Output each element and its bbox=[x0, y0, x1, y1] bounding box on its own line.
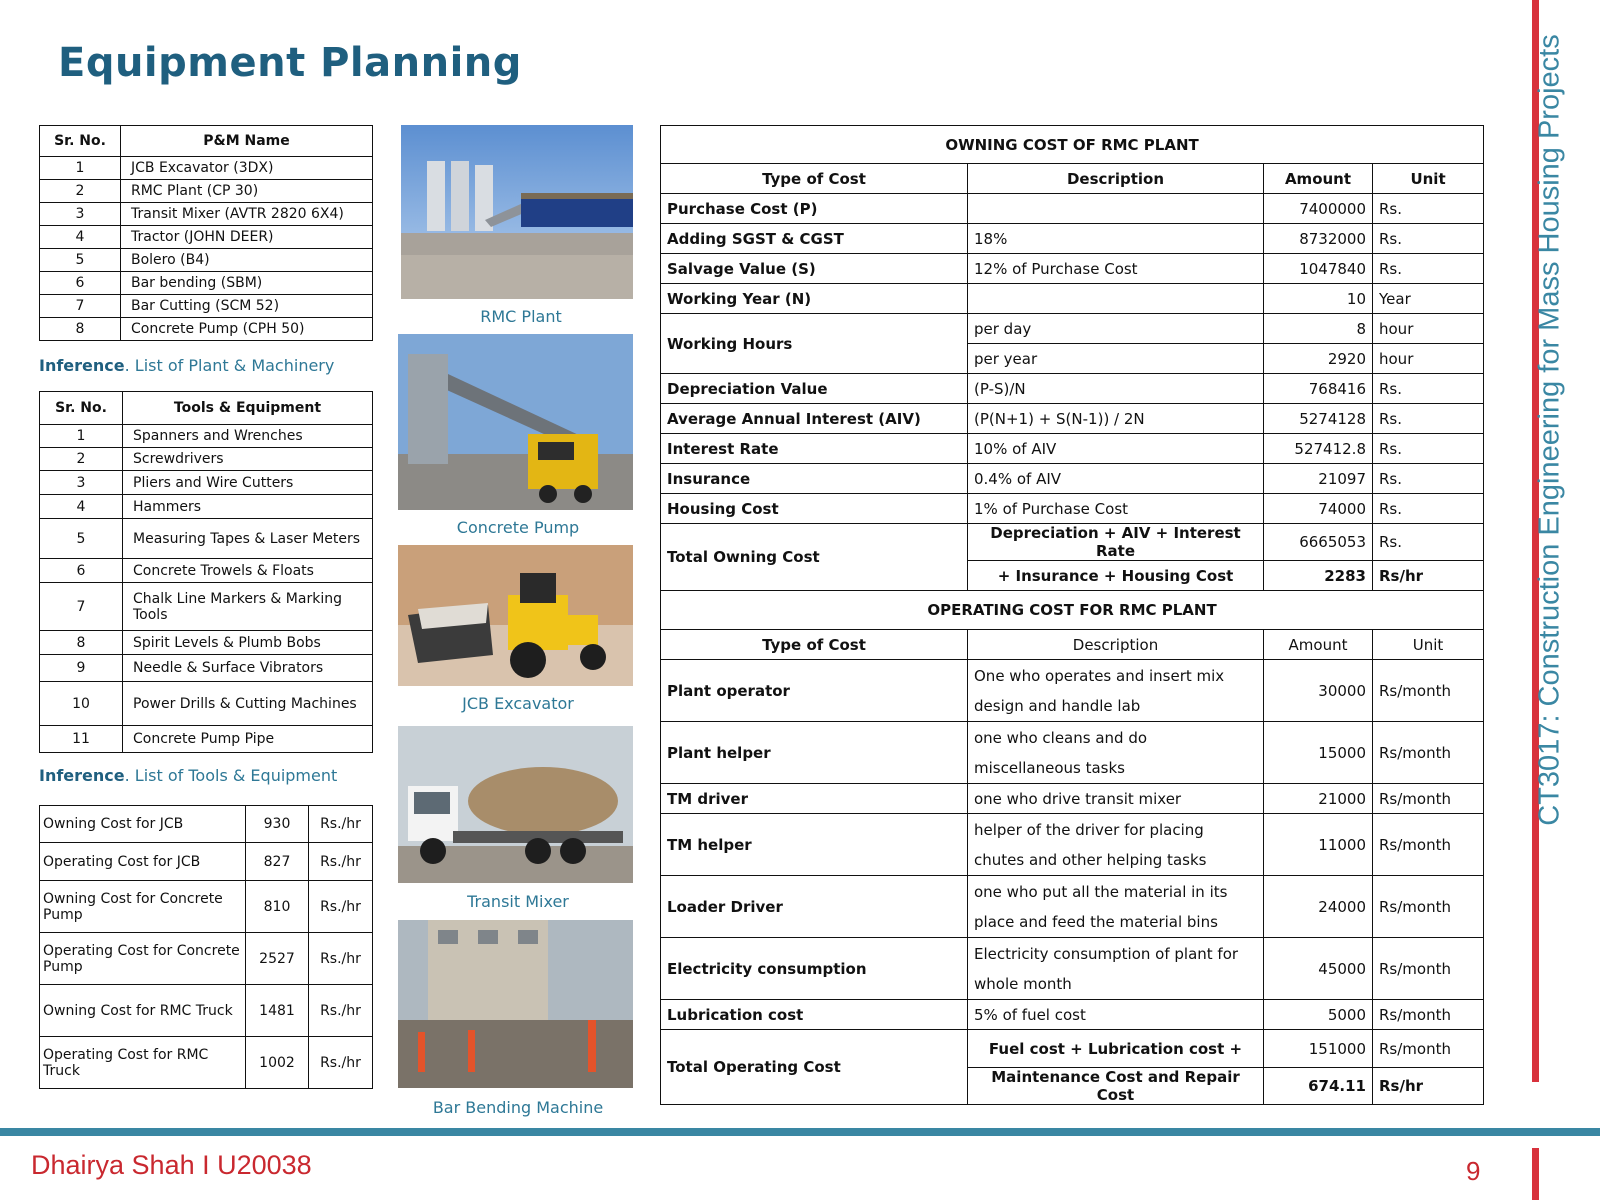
table-row bbox=[40, 249, 373, 272]
cost-type-cell: Depreciation Value bbox=[661, 374, 968, 404]
description-cell: One who operates and insert mix design and handle lab bbox=[968, 660, 1264, 722]
table-row bbox=[40, 933, 373, 985]
name-cell: Concrete Pump (CPH 50) bbox=[121, 318, 373, 341]
table-row bbox=[40, 985, 373, 1037]
amount-cell: 2920 bbox=[1264, 344, 1373, 374]
inference-label: Inference bbox=[39, 766, 125, 785]
vertical-course-title: CT3017: Construction Engineering for Mass Housing Projects bbox=[1533, 34, 1566, 826]
concrete-pump-photo bbox=[398, 334, 633, 510]
jcb-excavator-photo bbox=[398, 545, 633, 686]
bar-bending-caption: Bar Bending Machine bbox=[432, 1098, 604, 1117]
cost-label-cell: Operating Cost for RMC Truck bbox=[40, 1037, 246, 1089]
operating-title-row bbox=[661, 591, 1484, 630]
cost-type-cell: Interest Rate bbox=[661, 434, 968, 464]
cost-type-cell: Salvage Value (S) bbox=[661, 254, 968, 284]
cost-type-cell: Plant helper bbox=[661, 722, 968, 784]
amount-cell: 8 bbox=[1264, 314, 1373, 344]
table-row bbox=[40, 843, 373, 881]
total-owning-formula-1: Depreciation + AIV + Interest Rate bbox=[968, 524, 1264, 561]
table-row bbox=[661, 494, 1484, 524]
operating-cost-title: OPERATING COST FOR RMC PLANT bbox=[661, 591, 1484, 630]
total-owning-unit: Rs. bbox=[1373, 524, 1484, 561]
description-cell: one who put all the material in its place and feed the material bins bbox=[968, 876, 1264, 938]
table-header-row bbox=[40, 392, 373, 425]
table-row bbox=[661, 434, 1484, 464]
name-cell: Hammers bbox=[123, 495, 373, 519]
amount-cell: 7400000 bbox=[1264, 194, 1373, 224]
description-cell: one who drive transit mixer bbox=[968, 784, 1264, 814]
total-operating-per-hour: 674.11 bbox=[1264, 1068, 1373, 1105]
unit-cell: Year bbox=[1373, 284, 1484, 314]
description-cell: 18% bbox=[968, 224, 1264, 254]
table-row bbox=[661, 938, 1484, 1000]
amount-cell: 8732000 bbox=[1264, 224, 1373, 254]
cost-type-cell: Working Hours bbox=[661, 314, 968, 374]
owning-header-row bbox=[661, 164, 1484, 194]
tools-equipment-table bbox=[39, 391, 373, 753]
sr-no-cell: 6 bbox=[40, 559, 123, 583]
total-operating-row bbox=[661, 1030, 1484, 1068]
cost-type-cell: TM driver bbox=[661, 784, 968, 814]
description-cell: Electricity consumption of plant for whole month bbox=[968, 938, 1264, 1000]
description-cell: 12% of Purchase Cost bbox=[968, 254, 1264, 284]
table-row bbox=[661, 374, 1484, 404]
table-row bbox=[661, 314, 1484, 344]
table-row bbox=[661, 1000, 1484, 1030]
header-cell: Amount bbox=[1264, 164, 1373, 194]
table-row bbox=[661, 660, 1484, 722]
total-owning-label: Total Owning Cost bbox=[661, 524, 968, 591]
name-cell: Spirit Levels & Plumb Bobs bbox=[123, 631, 373, 655]
table-row bbox=[661, 814, 1484, 876]
total-operating-formula-2: Maintenance Cost and Repair Cost bbox=[968, 1068, 1264, 1105]
total-owning-per-hour-unit: Rs/hr bbox=[1373, 561, 1484, 591]
table-row bbox=[40, 1037, 373, 1089]
table-row bbox=[40, 726, 373, 753]
sr-no-cell: 8 bbox=[40, 631, 123, 655]
table-row bbox=[40, 806, 373, 843]
unit-cell: Rs/month bbox=[1373, 814, 1484, 876]
sr-no-cell: 2 bbox=[40, 180, 121, 203]
sr-no-cell: 3 bbox=[40, 471, 123, 495]
total-operating-per-hour-unit: Rs/hr bbox=[1373, 1068, 1484, 1105]
inference-plant-machinery bbox=[39, 356, 334, 375]
description-cell: (P(N+1) + S(N-1)) / 2N bbox=[968, 404, 1264, 434]
table-row bbox=[40, 881, 373, 933]
name-cell: Bar Cutting (SCM 52) bbox=[121, 295, 373, 318]
description-cell: per day bbox=[968, 314, 1264, 344]
description-cell: 1% of Purchase Cost bbox=[968, 494, 1264, 524]
table-row bbox=[40, 448, 373, 471]
cost-type-cell: Electricity consumption bbox=[661, 938, 968, 1000]
name-cell: Bar bending (SBM) bbox=[121, 272, 373, 295]
header-cell: Amount bbox=[1264, 630, 1373, 660]
cost-value-cell: 810 bbox=[246, 881, 309, 933]
inference-text: . List of Tools & Equipment bbox=[124, 766, 338, 785]
description-cell bbox=[968, 284, 1264, 314]
cost-type-cell: Working Year (N) bbox=[661, 284, 968, 314]
cost-label-cell: Operating Cost for Concrete Pump bbox=[40, 933, 246, 985]
name-cell: Transit Mixer (AVTR 2820 6X4) bbox=[121, 203, 373, 226]
footer-divider bbox=[0, 1128, 1600, 1136]
unit-cell: Rs/month bbox=[1373, 784, 1484, 814]
sr-no-cell: 1 bbox=[40, 157, 121, 180]
table-row bbox=[40, 425, 373, 448]
cost-label-cell: Owning Cost for JCB bbox=[40, 806, 246, 843]
name-cell: Needle & Surface Vibrators bbox=[123, 655, 373, 682]
cost-unit-cell: Rs./hr bbox=[309, 933, 373, 985]
cost-value-cell: 930 bbox=[246, 806, 309, 843]
description-cell: 0.4% of AIV bbox=[968, 464, 1264, 494]
header-cell: Type of Cost bbox=[661, 630, 968, 660]
cost-value-cell: 1002 bbox=[246, 1037, 309, 1089]
amount-cell: 21097 bbox=[1264, 464, 1373, 494]
cost-unit-cell: Rs./hr bbox=[309, 843, 373, 881]
unit-cell: Rs. bbox=[1373, 224, 1484, 254]
table-row bbox=[661, 722, 1484, 784]
table-row bbox=[40, 471, 373, 495]
name-cell: Spanners and Wrenches bbox=[123, 425, 373, 448]
total-owning-row bbox=[661, 524, 1484, 561]
amount-cell: 24000 bbox=[1264, 876, 1373, 938]
inference-label: Inference bbox=[39, 356, 125, 375]
total-owning-per-hour: 2283 bbox=[1264, 561, 1373, 591]
header-cell: Tools & Equipment bbox=[123, 392, 373, 425]
total-operating-amount: 151000 bbox=[1264, 1030, 1373, 1068]
cost-value-cell: 1481 bbox=[246, 985, 309, 1037]
amount-cell: 15000 bbox=[1264, 722, 1373, 784]
rmc-plant-cost-table bbox=[660, 125, 1484, 1105]
table-row bbox=[661, 194, 1484, 224]
vertical-title-container bbox=[1530, 20, 1570, 840]
table-row bbox=[40, 559, 373, 583]
description-cell: 10% of AIV bbox=[968, 434, 1264, 464]
description-cell: 5% of fuel cost bbox=[968, 1000, 1264, 1030]
description-cell: (P-S)/N bbox=[968, 374, 1264, 404]
table-row bbox=[40, 631, 373, 655]
cost-label-cell: Owning Cost for RMC Truck bbox=[40, 985, 246, 1037]
sr-no-cell: 8 bbox=[40, 318, 121, 341]
cost-type-cell: TM helper bbox=[661, 814, 968, 876]
unit-cell: Rs/month bbox=[1373, 1000, 1484, 1030]
inference-text: . List of Plant & Machinery bbox=[124, 356, 335, 375]
header-cell: Sr. No. bbox=[40, 392, 123, 425]
name-cell: Concrete Pump Pipe bbox=[123, 726, 373, 753]
total-operating-formula-1: Fuel cost + Lubrication cost + bbox=[968, 1030, 1264, 1068]
amount-cell: 21000 bbox=[1264, 784, 1373, 814]
sr-no-cell: 5 bbox=[40, 519, 123, 559]
table-row bbox=[661, 876, 1484, 938]
amount-cell: 45000 bbox=[1264, 938, 1373, 1000]
table-row bbox=[661, 284, 1484, 314]
name-cell: RMC Plant (CP 30) bbox=[121, 180, 373, 203]
cost-value-cell: 827 bbox=[246, 843, 309, 881]
amount-cell: 10 bbox=[1264, 284, 1373, 314]
table-row bbox=[661, 224, 1484, 254]
author-name: Dhairya Shah I U20038 bbox=[31, 1150, 312, 1180]
cost-type-cell: Insurance bbox=[661, 464, 968, 494]
sr-no-cell: 1 bbox=[40, 425, 123, 448]
name-cell: Bolero (B4) bbox=[121, 249, 373, 272]
cost-type-cell: Loader Driver bbox=[661, 876, 968, 938]
cost-type-cell: Adding SGST & CGST bbox=[661, 224, 968, 254]
cost-unit-cell: Rs./hr bbox=[309, 1037, 373, 1089]
plant-machinery-table bbox=[39, 125, 373, 341]
accent-bar-bottom bbox=[1532, 1148, 1539, 1200]
sr-no-cell: 4 bbox=[40, 495, 123, 519]
table-header-row bbox=[40, 126, 373, 157]
table-row bbox=[40, 157, 373, 180]
header-cell: Unit bbox=[1373, 630, 1484, 660]
amount-cell: 5274128 bbox=[1264, 404, 1373, 434]
table-row bbox=[40, 583, 373, 631]
rmc-plant-photo bbox=[401, 125, 633, 299]
amount-cell: 74000 bbox=[1264, 494, 1373, 524]
header-cell: Sr. No. bbox=[40, 126, 121, 157]
jcb-excavator-caption: JCB Excavator bbox=[462, 694, 574, 713]
cost-unit-cell: Rs./hr bbox=[309, 806, 373, 843]
table-row bbox=[40, 655, 373, 682]
table-row bbox=[40, 203, 373, 226]
header-cell: P&M Name bbox=[121, 126, 373, 157]
table-row bbox=[40, 495, 373, 519]
page-title: Equipment Planning bbox=[58, 40, 522, 86]
amount-cell: 5000 bbox=[1264, 1000, 1373, 1030]
unit-cell: Rs/month bbox=[1373, 660, 1484, 722]
table-row bbox=[40, 295, 373, 318]
operating-header-row bbox=[661, 630, 1484, 660]
cost-unit-cell: Rs./hr bbox=[309, 881, 373, 933]
description-cell bbox=[968, 194, 1264, 224]
table-row bbox=[40, 180, 373, 203]
transit-mixer-caption: Transit Mixer bbox=[467, 892, 569, 911]
unit-cell: Rs. bbox=[1373, 434, 1484, 464]
cost-value-cell: 2527 bbox=[246, 933, 309, 985]
table-row bbox=[40, 318, 373, 341]
amount-cell: 11000 bbox=[1264, 814, 1373, 876]
sr-no-cell: 7 bbox=[40, 295, 121, 318]
page-number: 9 bbox=[1466, 1156, 1481, 1186]
table-row bbox=[661, 784, 1484, 814]
unit-cell: hour bbox=[1373, 314, 1484, 344]
unit-cell: Rs. bbox=[1373, 464, 1484, 494]
owning-cost-title: OWNING COST OF RMC PLANT bbox=[661, 126, 1484, 164]
sr-no-cell: 5 bbox=[40, 249, 121, 272]
description-cell: one who cleans and do miscellaneous tasks bbox=[968, 722, 1264, 784]
header-cell: Description bbox=[968, 630, 1264, 660]
table-row bbox=[661, 464, 1484, 494]
table-row bbox=[40, 682, 373, 726]
cost-label-cell: Operating Cost for JCB bbox=[40, 843, 246, 881]
cost-type-cell: Lubrication cost bbox=[661, 1000, 968, 1030]
cost-type-cell: Purchase Cost (P) bbox=[661, 194, 968, 224]
total-owning-formula-2: + Insurance + Housing Cost bbox=[968, 561, 1264, 591]
name-cell: Chalk Line Markers & Marking Tools bbox=[123, 583, 373, 631]
table-row bbox=[40, 519, 373, 559]
amount-cell: 768416 bbox=[1264, 374, 1373, 404]
cost-label-cell: Owning Cost for Concrete Pump bbox=[40, 881, 246, 933]
name-cell: Measuring Tapes & Laser Meters bbox=[123, 519, 373, 559]
description-cell: per year bbox=[968, 344, 1264, 374]
amount-cell: 1047840 bbox=[1264, 254, 1373, 284]
cost-type-cell: Average Annual Interest (AIV) bbox=[661, 404, 968, 434]
cost-unit-cell: Rs./hr bbox=[309, 985, 373, 1037]
unit-cell: Rs/month bbox=[1373, 938, 1484, 1000]
sr-no-cell: 4 bbox=[40, 226, 121, 249]
cost-summary-table bbox=[39, 805, 373, 1089]
header-cell: Unit bbox=[1373, 164, 1484, 194]
rmc-plant-caption: RMC Plant bbox=[480, 307, 562, 326]
unit-cell: Rs/month bbox=[1373, 722, 1484, 784]
owning-title-row bbox=[661, 126, 1484, 164]
table-row bbox=[40, 226, 373, 249]
name-cell: JCB Excavator (3DX) bbox=[121, 157, 373, 180]
unit-cell: Rs. bbox=[1373, 374, 1484, 404]
cost-type-cell: Plant operator bbox=[661, 660, 968, 722]
table-row bbox=[661, 404, 1484, 434]
total-owning-amount: 6665053 bbox=[1264, 524, 1373, 561]
sr-no-cell: 7 bbox=[40, 583, 123, 631]
description-cell: helper of the driver for placing chutes and other helping tasks bbox=[968, 814, 1264, 876]
name-cell: Pliers and Wire Cutters bbox=[123, 471, 373, 495]
unit-cell: Rs. bbox=[1373, 404, 1484, 434]
total-operating-label: Total Operating Cost bbox=[661, 1030, 968, 1105]
header-cell: Type of Cost bbox=[661, 164, 968, 194]
cost-type-cell: Housing Cost bbox=[661, 494, 968, 524]
unit-cell: hour bbox=[1373, 344, 1484, 374]
sr-no-cell: 10 bbox=[40, 682, 123, 726]
sr-no-cell: 9 bbox=[40, 655, 123, 682]
table-row bbox=[661, 254, 1484, 284]
unit-cell: Rs. bbox=[1373, 494, 1484, 524]
sr-no-cell: 6 bbox=[40, 272, 121, 295]
unit-cell: Rs. bbox=[1373, 194, 1484, 224]
name-cell: Concrete Trowels & Floats bbox=[123, 559, 373, 583]
name-cell: Screwdrivers bbox=[123, 448, 373, 471]
transit-mixer-photo bbox=[398, 726, 633, 883]
table-row bbox=[40, 272, 373, 295]
total-operating-unit: Rs/month bbox=[1373, 1030, 1484, 1068]
sr-no-cell: 2 bbox=[40, 448, 123, 471]
concrete-pump-caption: Concrete Pump bbox=[456, 518, 580, 537]
name-cell: Power Drills & Cutting Machines bbox=[123, 682, 373, 726]
name-cell: Tractor (JOHN DEER) bbox=[121, 226, 373, 249]
inference-tools-equipment bbox=[39, 766, 337, 785]
sr-no-cell: 11 bbox=[40, 726, 123, 753]
unit-cell: Rs/month bbox=[1373, 876, 1484, 938]
unit-cell: Rs. bbox=[1373, 254, 1484, 284]
sr-no-cell: 3 bbox=[40, 203, 121, 226]
header-cell: Description bbox=[968, 164, 1264, 194]
amount-cell: 527412.8 bbox=[1264, 434, 1373, 464]
amount-cell: 30000 bbox=[1264, 660, 1373, 722]
bar-bending-photo bbox=[398, 920, 633, 1088]
